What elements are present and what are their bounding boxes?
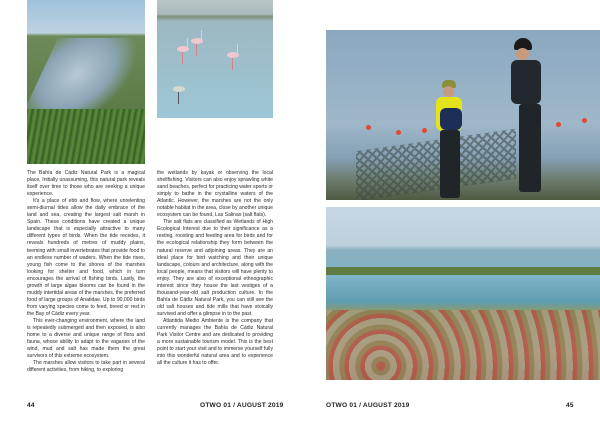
footer-left: OTWO 01 / AUGUST 2019 (200, 402, 284, 409)
article-column-2 (157, 170, 273, 367)
article-paragraph: Atlantida Medio Ambiente is the company that currently manages the Bahía de Cádiz Natural Park Visitor Centre and are dedicated to providing a more sustainable tourism model. This is the best point to start your visit and to immerse yourself fully into this wonderful natural area and to experience all the culture it has to offer. (157, 317, 273, 367)
marsh-grass (27, 109, 145, 164)
net-float (556, 122, 561, 127)
page-number-right: 45 (566, 402, 574, 409)
footer-right: OTWO 01 / AUGUST 2019 (326, 402, 410, 409)
article-paragraph: It's a place of ebb and flow, where unrelenting semi-diurnal tides allow the daily embrace of the land and sea, creating the largest salt marsh in Spain. These conditions have created a unique landscape that is especially attractive to many different types of birds. When the tide recedes, it reveals hundreds of metres of muddy plains, teeming with small invertebrates that provide food to an endless number of waders. When the tide rises, young fish come to the shores of the marshes looking for shelter and food, which in turn encourages the arrival of fishing birds. Lastly, the growth of large algae blooms can be found in the muddy intertidal areas of the marshes, the preferred food of large groups of Anatidae. Up to 90,000 birds from varying species come to feed, breed or rest in the Bay of Cádiz every year. (27, 198, 145, 317)
salt-pans-photo (326, 207, 600, 380)
net-float (366, 125, 371, 130)
net-float (422, 128, 427, 133)
flamingo-photo (157, 0, 273, 118)
article-paragraph: the wetlands by kayak or observing the local shellfishing. Visitors can also enjoy sprawling white sand beaches, perfect for practicing water sports or simply to bathe in the crystalline waters of the Atlantic. However, the marshes are not the only notable habitat in the area, close by another unique ecosystem can be found, Las Salinas (salt flats). (157, 170, 273, 219)
salt-marsh-shrubs (326, 310, 600, 380)
fishermen-photo (326, 30, 600, 200)
article-column-1 (27, 170, 145, 374)
article-paragraph: The marshes allow visitors to take part in several different activities, from hiking, to exploring (27, 360, 145, 374)
salt-pan-bank (326, 267, 600, 275)
fishing-net (356, 129, 516, 200)
net-float (582, 118, 587, 123)
page-number-left: 44 (27, 402, 35, 409)
article-paragraph: The Bahía de Cádiz Natural Park is a magical place. Initially unassuming, this natural park reveals itself over time to those who are seeking a unique experience. (27, 170, 145, 198)
net-float (396, 130, 401, 135)
article-paragraph: The salt flats are classified as Wetlands of High Ecological Interest due to their significance as a resting, roosting and feeding area for birds and for the ecological relationship they form between the natural reserve and adjoining areas. They are an ideal place for bird watching and their unique landscape, colours and architecture, along with the local people, means that visitors will have plenty to enjoy. They are also of exceptional ethnographic interest since they house the last vestiges of a thousand-year-old salt production culture. In the Bahía de Cádiz Natural Park, you can still see the old salt houses and tide mills that have stoically survived and offer a glimpse in to the past. (157, 219, 273, 317)
article-paragraph: This ever-changing environment, where the land is repeatedly submerged and then exposed, is also home to a diverse and unique range of flora and fauna, whose ability to adapt to the vagaries of the wind, mud and salt has made them the great survivors of this extreme ecosystem. (27, 317, 145, 360)
marsh-channel-photo (27, 0, 145, 164)
